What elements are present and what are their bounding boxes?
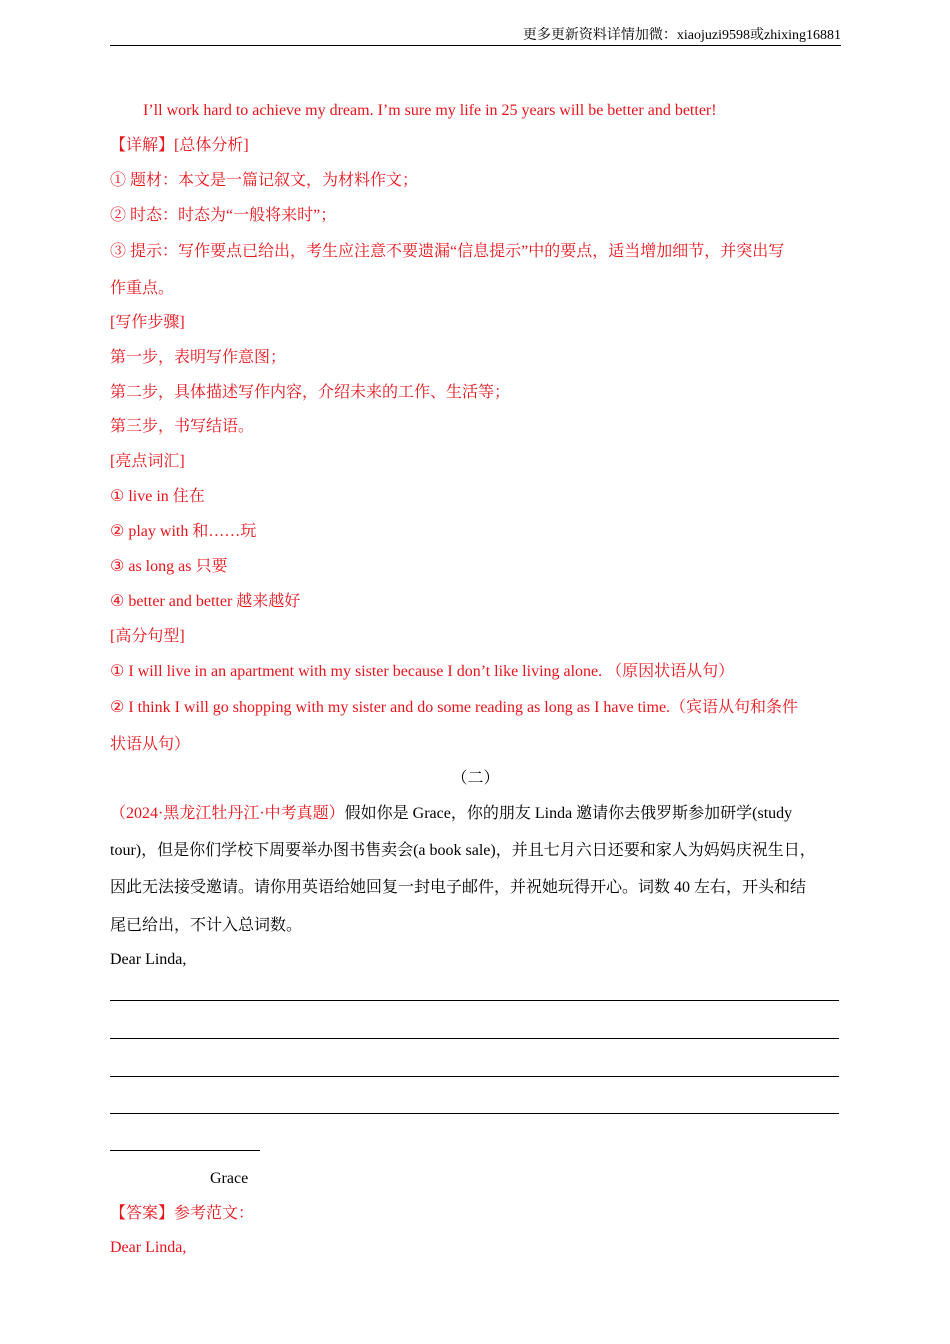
- header-divider: [110, 45, 841, 46]
- vocab-item: ① live in 住在: [110, 488, 205, 505]
- analysis-item: 作重点。: [110, 280, 175, 297]
- question-prompt-line: 尾已给出，不计入总词数。: [110, 917, 303, 934]
- step-item: 第二步，具体描述写作内容，介绍未来的工作、生活等；: [110, 384, 511, 401]
- sentence-item: ① I will live in an apartment with my sister because I don’t like living alone. （原因状语从句）: [110, 663, 735, 680]
- page-header: 更多更新资料详情加微：xiaojuzi9598或zhixing16881: [522, 28, 841, 43]
- answer-blank-line: [110, 1076, 839, 1077]
- question-source: （2024·黑龙江牡丹江·中考真题）: [110, 805, 345, 822]
- question-prompt-text: 假如你是 Grace，你的朋友 Linda 邀请你去俄罗斯参加研学(study: [344, 805, 793, 822]
- question-number: （二）: [451, 770, 500, 787]
- sentence-item: 状语从句）: [110, 736, 191, 753]
- vocab-item: ④ better and better 越来越好: [110, 593, 301, 610]
- vocab-item: ③ as long as 只要: [110, 558, 228, 575]
- letter-greeting: Dear Linda,: [110, 951, 187, 968]
- answer-blank-line: [110, 1113, 839, 1114]
- step-item: 第三步，书写结语。: [110, 418, 255, 435]
- detail-heading: 【详解】[总体分析]: [110, 137, 249, 154]
- vocab-item: ② play with 和……玩: [110, 523, 257, 540]
- sentence-item: ② I think I will go shopping with my sister and do some reading as long as I have time.（宾语从句和条件: [110, 699, 799, 716]
- vocab-heading: [亮点词汇]: [110, 453, 185, 470]
- analysis-item: ① 题材：本文是一篇记叙文，为材料作文；: [110, 172, 419, 189]
- answer-heading: 【答案】参考范文：: [110, 1205, 255, 1222]
- analysis-item: ② 时态：时态为“一般将来时”；: [110, 207, 337, 224]
- analysis-item: ③ 提示：写作要点已给出，考生应注意不要遗漏“信息提示”中的要点，适当增加细节，并突出写: [110, 243, 785, 260]
- answer-blank-line: [110, 1000, 839, 1001]
- answer-greeting: Dear Linda,: [110, 1239, 187, 1256]
- question-prompt-line: tour)，但是你们学校下周要举办图书售卖会(a book sale)，并且七月六日还要和家人为妈妈庆祝生日，: [110, 842, 816, 859]
- sentences-heading: [高分句型]: [110, 628, 185, 645]
- answer-blank-line: [110, 1038, 839, 1039]
- question-prompt-line: 因此无法接受邀请。请你用英语给她回复一封电子邮件，并祝她玩得开心。词数 40 左右，开头和结: [110, 879, 807, 896]
- step-item: 第一步，表明写作意图；: [110, 349, 287, 366]
- closing-sentence: I’ll work hard to achieve my dream. I’m sure my life in 25 years will be better and better!: [143, 102, 717, 119]
- steps-heading: [写作步骤]: [110, 314, 185, 331]
- question-prompt-line: [110, 803, 792, 825]
- answer-blank-line: [110, 1150, 260, 1151]
- letter-signature: Grace: [210, 1170, 249, 1187]
